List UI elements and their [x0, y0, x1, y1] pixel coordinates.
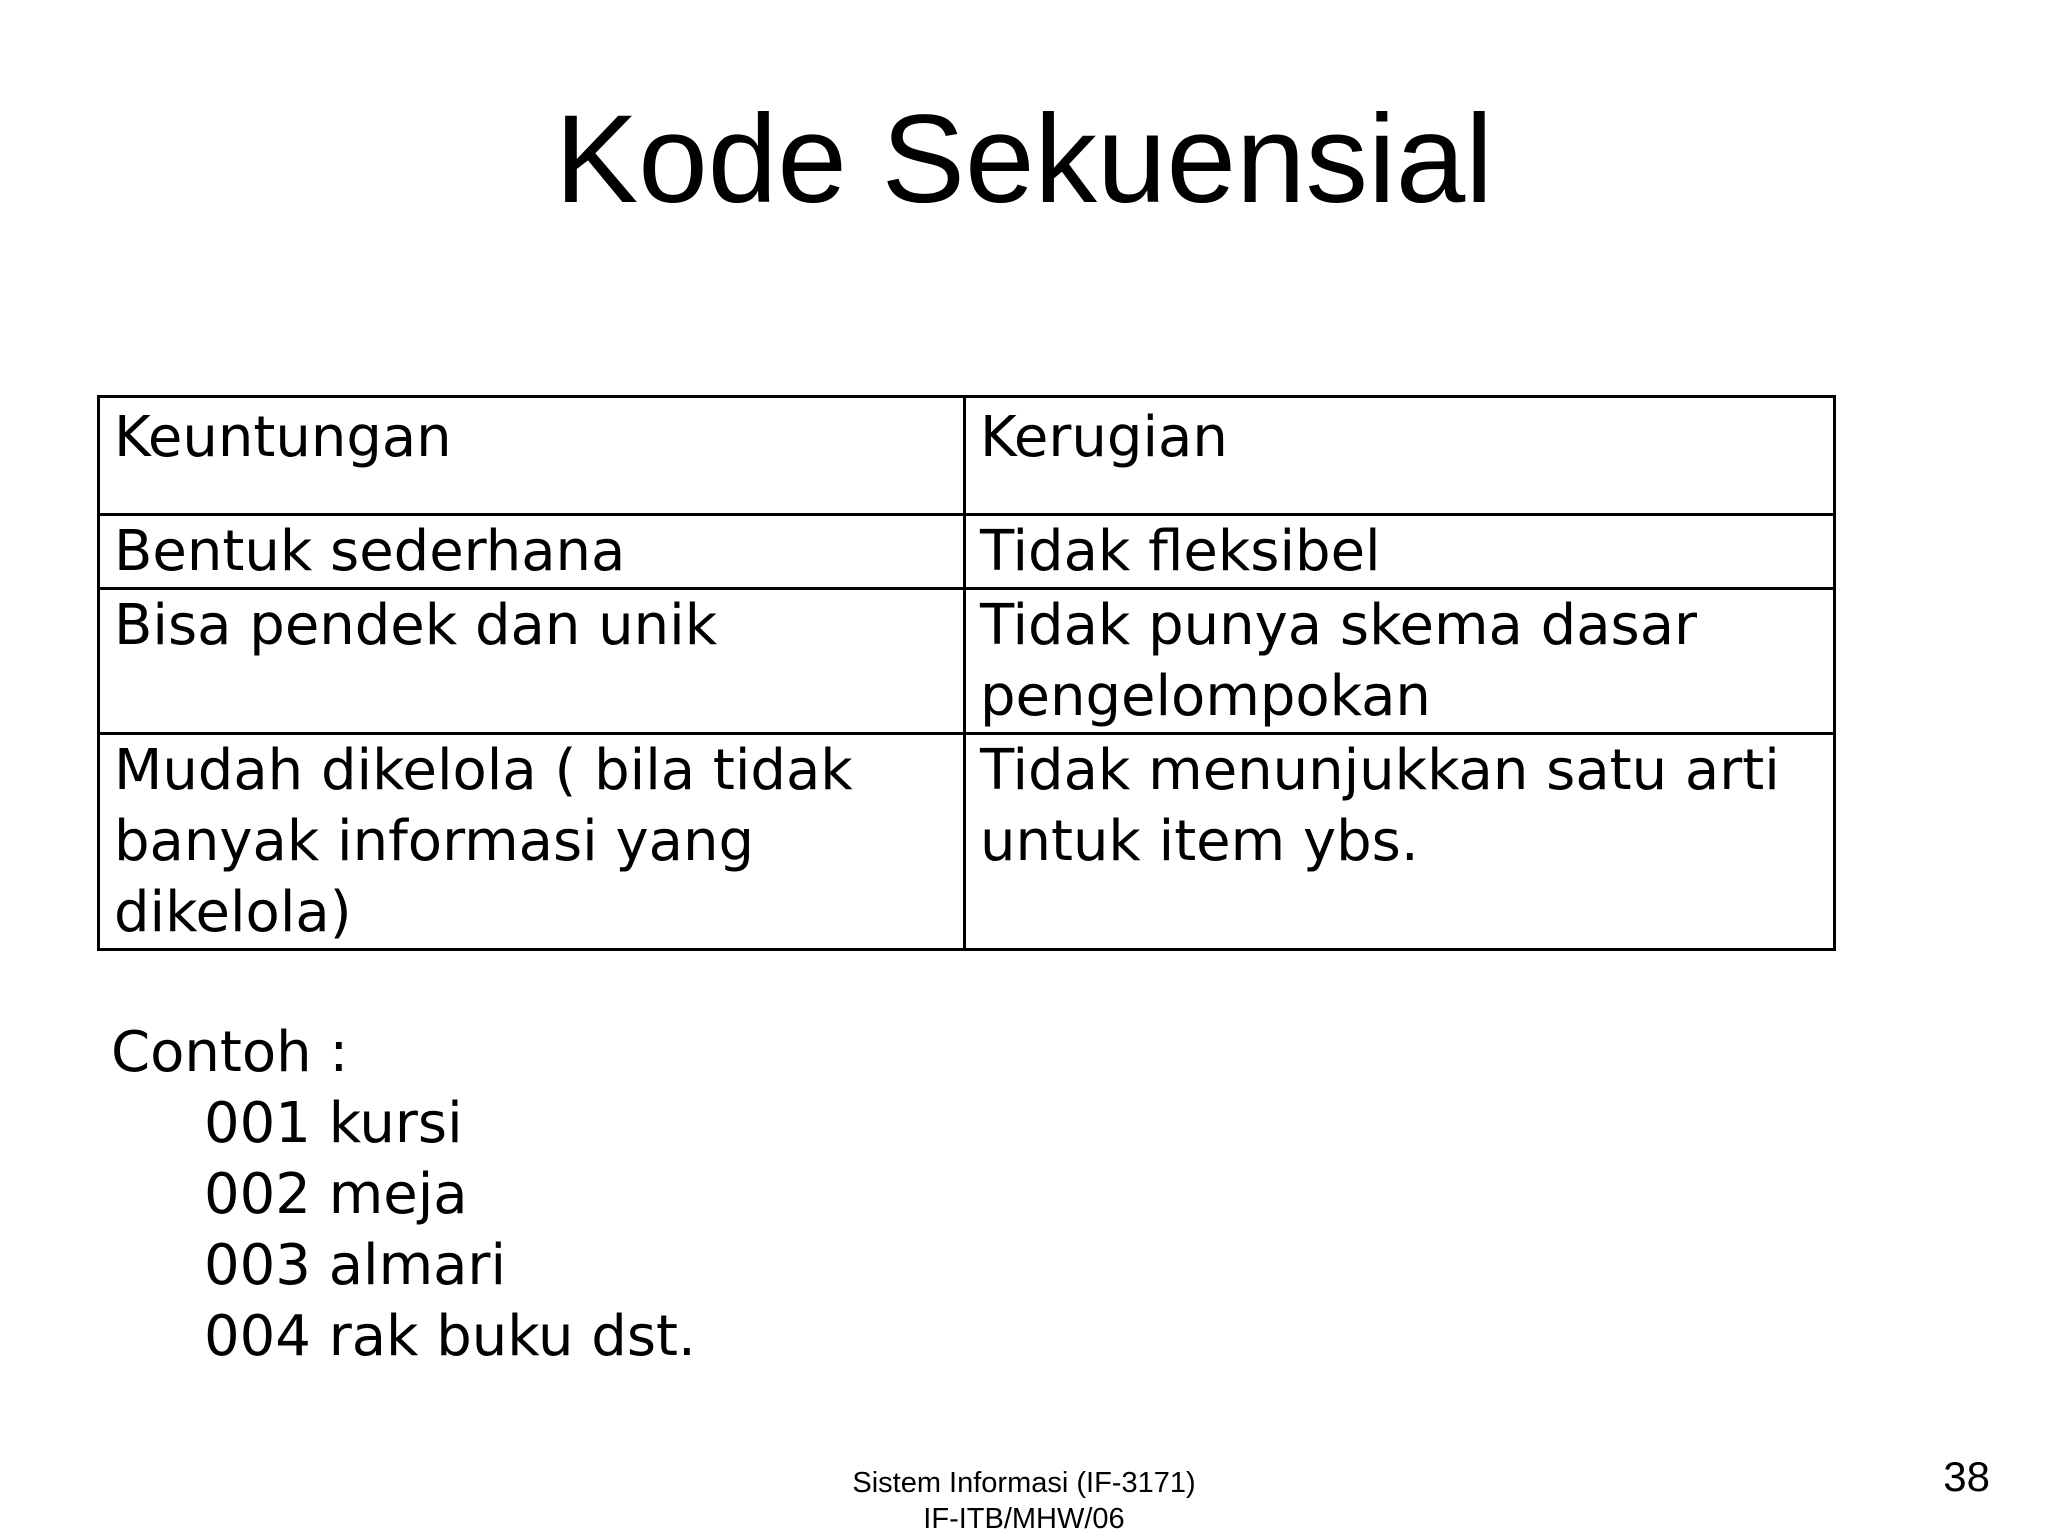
list-item: 001 kursi: [204, 1091, 463, 1156]
table-cell-advantage: Mudah dikelola ( bila tidak banyak informasi yang dikelola): [99, 734, 965, 950]
example-label: Contoh :: [111, 1020, 349, 1085]
table-row: [99, 589, 1835, 734]
table-header-row: [99, 397, 1835, 515]
comparison-table: [97, 395, 1836, 951]
header-kerugian: Kerugian: [965, 397, 1835, 515]
table-cell-advantage: Bisa pendek dan unik: [99, 589, 965, 734]
table-row: [99, 515, 1835, 589]
table-cell-disadvantage: Tidak fleksibel: [965, 515, 1835, 589]
list-item: 002 meja: [204, 1162, 468, 1227]
example-block: [111, 1017, 696, 1372]
table-row: [99, 734, 1835, 950]
footer-author: IF-ITB/MHW/06: [923, 1503, 1125, 1535]
table-cell-disadvantage: Tidak menunjukkan satu arti untuk item ybs.: [965, 734, 1835, 950]
footer-course: Sistem Informasi (IF-3171): [852, 1467, 1196, 1499]
list-item: 003 almari: [204, 1233, 507, 1298]
table-cell-advantage: Bentuk sederhana: [99, 515, 965, 589]
footer: [0, 1465, 2048, 1537]
example-list: [111, 1088, 696, 1372]
list-item: 004 rak buku dst.: [204, 1304, 696, 1369]
table-cell-disadvantage: Tidak punya skema dasar pengelompokan: [965, 589, 1835, 734]
page-number: 38: [1943, 1453, 1990, 1500]
slide-title: Kode Sekuensial: [554, 90, 1494, 229]
header-keuntungan: Keuntungan: [99, 397, 965, 515]
